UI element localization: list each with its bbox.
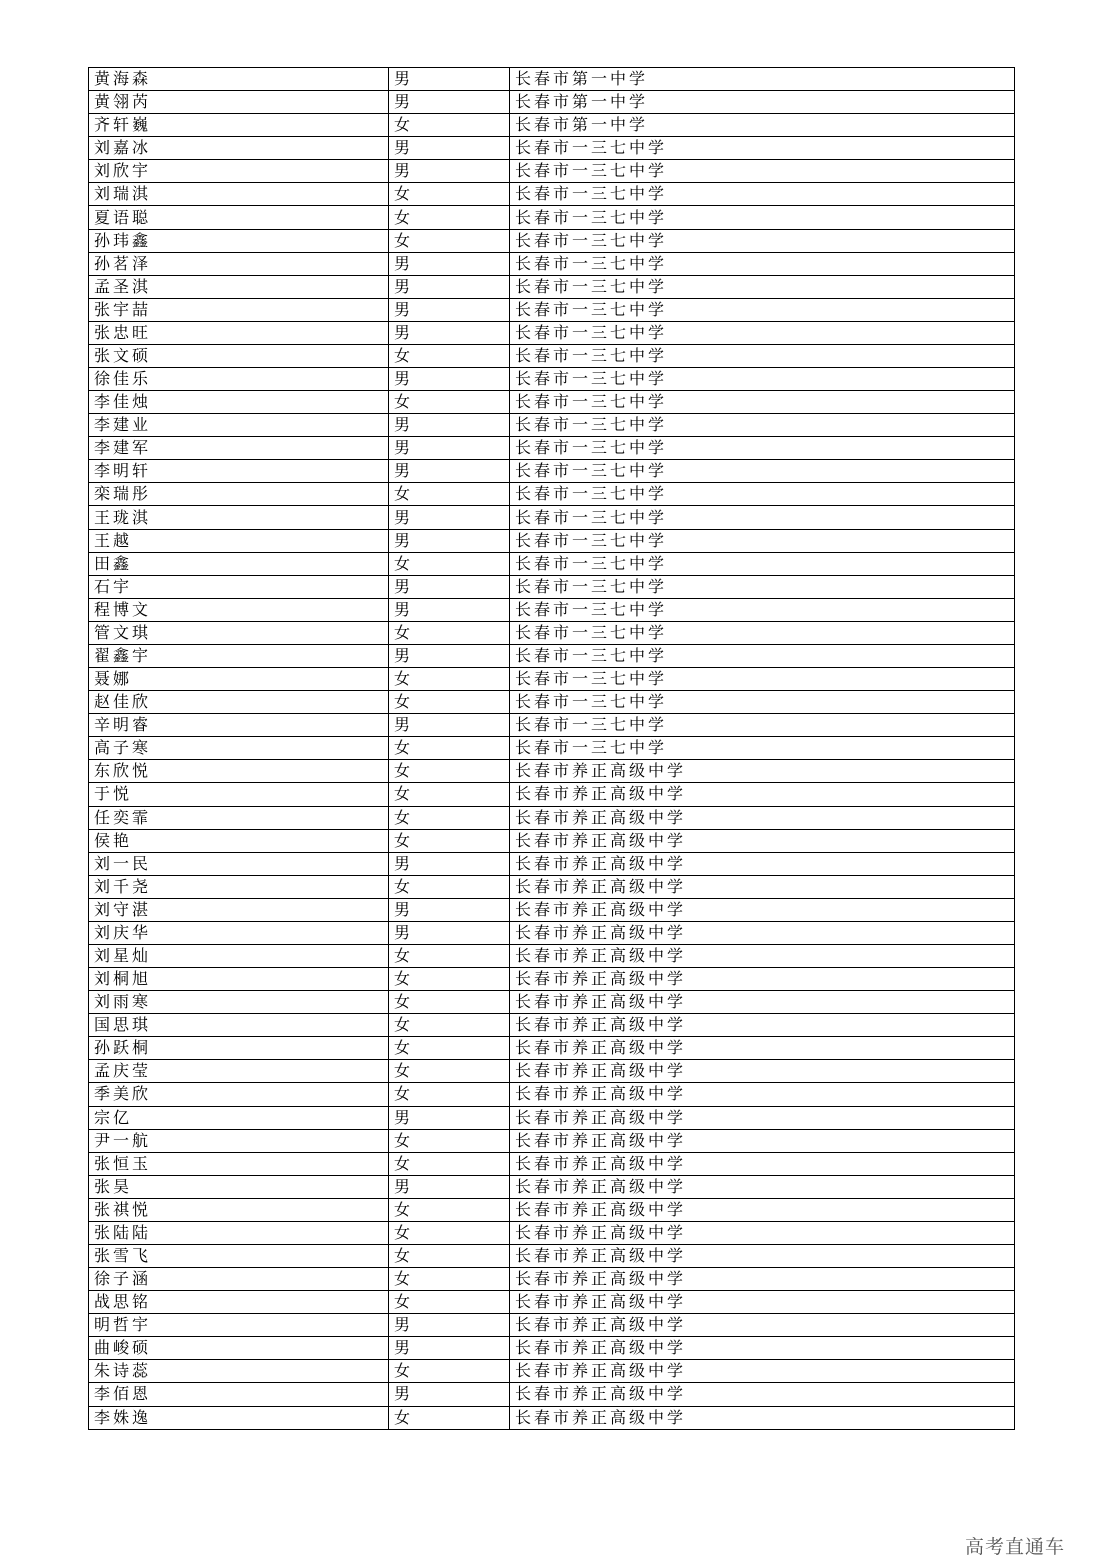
name-cell: 刘一民 <box>89 852 389 875</box>
gender-cell: 女 <box>389 206 510 229</box>
name-cell: 战思铭 <box>89 1291 389 1314</box>
school-cell: 长春市养正高级中学 <box>510 1383 1015 1406</box>
gender-cell: 女 <box>389 1060 510 1083</box>
table-row <box>89 598 1015 621</box>
gender-cell: 女 <box>389 621 510 644</box>
school-cell: 长春市养正高级中学 <box>510 1152 1015 1175</box>
name-cell: 辛明睿 <box>89 714 389 737</box>
table-row <box>89 714 1015 737</box>
school-cell: 长春市一三七中学 <box>510 529 1015 552</box>
table-row <box>89 414 1015 437</box>
table-row <box>89 460 1015 483</box>
school-cell: 长春市一三七中学 <box>510 598 1015 621</box>
table-row <box>89 160 1015 183</box>
name-cell: 王珑淇 <box>89 506 389 529</box>
name-cell: 张恒玉 <box>89 1152 389 1175</box>
table-row <box>89 621 1015 644</box>
gender-cell: 男 <box>389 1337 510 1360</box>
school-cell: 长春市一三七中学 <box>510 160 1015 183</box>
school-cell: 长春市养正高级中学 <box>510 1337 1015 1360</box>
gender-cell: 女 <box>389 1198 510 1221</box>
table-row <box>89 1083 1015 1106</box>
gender-cell: 男 <box>389 1106 510 1129</box>
table-row <box>89 552 1015 575</box>
school-cell: 长春市养正高级中学 <box>510 1060 1015 1083</box>
school-cell: 长春市一三七中学 <box>510 321 1015 344</box>
gender-cell: 女 <box>389 229 510 252</box>
table-row <box>89 898 1015 921</box>
table-row <box>89 183 1015 206</box>
name-cell: 刘庆华 <box>89 921 389 944</box>
table-row <box>89 783 1015 806</box>
school-cell: 长春市一三七中学 <box>510 644 1015 667</box>
school-cell: 长春市一三七中学 <box>510 344 1015 367</box>
table-row <box>89 806 1015 829</box>
school-cell: 长春市一三七中学 <box>510 275 1015 298</box>
gender-cell: 男 <box>389 1383 510 1406</box>
table-row <box>89 760 1015 783</box>
table-row <box>89 1129 1015 1152</box>
name-cell: 李姝逸 <box>89 1406 389 1429</box>
school-cell: 长春市一三七中学 <box>510 737 1015 760</box>
table-row <box>89 529 1015 552</box>
name-cell: 张昊 <box>89 1175 389 1198</box>
table-row <box>89 668 1015 691</box>
table-row <box>89 114 1015 137</box>
table-row <box>89 1060 1015 1083</box>
table-row <box>89 1268 1015 1291</box>
gender-cell: 男 <box>389 275 510 298</box>
school-cell: 长春市一三七中学 <box>510 206 1015 229</box>
gender-cell: 女 <box>389 483 510 506</box>
table-row <box>89 137 1015 160</box>
name-cell: 李佰恩 <box>89 1383 389 1406</box>
gender-cell: 男 <box>389 898 510 921</box>
name-cell: 李佳烛 <box>89 391 389 414</box>
name-cell: 于悦 <box>89 783 389 806</box>
gender-cell: 女 <box>389 875 510 898</box>
name-cell: 张文硕 <box>89 344 389 367</box>
school-cell: 长春市养正高级中学 <box>510 852 1015 875</box>
school-cell: 长春市养正高级中学 <box>510 1221 1015 1244</box>
school-cell: 长春市一三七中学 <box>510 506 1015 529</box>
gender-cell: 男 <box>389 921 510 944</box>
table-row <box>89 1244 1015 1267</box>
name-cell: 刘星灿 <box>89 944 389 967</box>
name-cell: 石宇 <box>89 575 389 598</box>
school-cell: 长春市一三七中学 <box>510 414 1015 437</box>
school-cell: 长春市养正高级中学 <box>510 1314 1015 1337</box>
table-row <box>89 1175 1015 1198</box>
school-cell: 长春市养正高级中学 <box>510 898 1015 921</box>
gender-cell: 女 <box>389 344 510 367</box>
gender-cell: 男 <box>389 91 510 114</box>
name-cell: 国思琪 <box>89 1014 389 1037</box>
school-cell: 长春市养正高级中学 <box>510 783 1015 806</box>
gender-cell: 女 <box>389 1406 510 1429</box>
name-cell: 赵佳欣 <box>89 691 389 714</box>
gender-cell: 女 <box>389 1291 510 1314</box>
table-row <box>89 991 1015 1014</box>
table-row <box>89 1221 1015 1244</box>
table-row <box>89 1014 1015 1037</box>
school-cell: 长春市一三七中学 <box>510 714 1015 737</box>
name-cell: 王越 <box>89 529 389 552</box>
name-cell: 孙茗泽 <box>89 252 389 275</box>
table-row <box>89 1314 1015 1337</box>
name-cell: 李明轩 <box>89 460 389 483</box>
table-row <box>89 737 1015 760</box>
table-row <box>89 1337 1015 1360</box>
gender-cell: 女 <box>389 806 510 829</box>
school-cell: 长春市一三七中学 <box>510 229 1015 252</box>
name-cell: 任奕霏 <box>89 806 389 829</box>
name-cell: 宗亿 <box>89 1106 389 1129</box>
school-cell: 长春市养正高级中学 <box>510 1244 1015 1267</box>
gender-cell: 男 <box>389 644 510 667</box>
school-cell: 长春市养正高级中学 <box>510 968 1015 991</box>
table-row <box>89 829 1015 852</box>
name-cell: 孙玮鑫 <box>89 229 389 252</box>
table-row <box>89 206 1015 229</box>
school-cell: 长春市养正高级中学 <box>510 1014 1015 1037</box>
gender-cell: 女 <box>389 760 510 783</box>
school-cell: 长春市一三七中学 <box>510 391 1015 414</box>
table-row <box>89 298 1015 321</box>
table-row <box>89 1291 1015 1314</box>
gender-cell: 女 <box>389 737 510 760</box>
school-cell: 长春市养正高级中学 <box>510 1360 1015 1383</box>
gender-cell: 男 <box>389 529 510 552</box>
school-cell: 长春市养正高级中学 <box>510 1406 1015 1429</box>
school-cell: 长春市第一中学 <box>510 91 1015 114</box>
table-row <box>89 91 1015 114</box>
name-cell: 黄海森 <box>89 68 389 91</box>
school-cell: 长春市一三七中学 <box>510 552 1015 575</box>
table-row <box>89 1037 1015 1060</box>
school-cell: 长春市养正高级中学 <box>510 829 1015 852</box>
gender-cell: 男 <box>389 321 510 344</box>
table-row <box>89 321 1015 344</box>
student-list-table <box>88 67 1015 1430</box>
school-cell: 长春市第一中学 <box>510 114 1015 137</box>
table-row <box>89 968 1015 991</box>
gender-cell: 男 <box>389 68 510 91</box>
gender-cell: 男 <box>389 460 510 483</box>
school-cell: 长春市养正高级中学 <box>510 944 1015 967</box>
gender-cell: 男 <box>389 506 510 529</box>
gender-cell: 女 <box>389 668 510 691</box>
gender-cell: 女 <box>389 691 510 714</box>
name-cell: 尹一航 <box>89 1129 389 1152</box>
gender-cell: 女 <box>389 391 510 414</box>
school-cell: 长春市一三七中学 <box>510 668 1015 691</box>
name-cell: 程博文 <box>89 598 389 621</box>
school-cell: 长春市一三七中学 <box>510 460 1015 483</box>
gender-cell: 女 <box>389 1152 510 1175</box>
table-row <box>89 875 1015 898</box>
gender-cell: 女 <box>389 1083 510 1106</box>
gender-cell: 女 <box>389 183 510 206</box>
gender-cell: 女 <box>389 829 510 852</box>
gender-cell: 男 <box>389 137 510 160</box>
school-cell: 长春市一三七中学 <box>510 252 1015 275</box>
name-cell: 刘嘉冰 <box>89 137 389 160</box>
name-cell: 齐轩巍 <box>89 114 389 137</box>
gender-cell: 女 <box>389 1014 510 1037</box>
gender-cell: 女 <box>389 1037 510 1060</box>
name-cell: 张忠旺 <box>89 321 389 344</box>
name-cell: 管文琪 <box>89 621 389 644</box>
school-cell: 长春市养正高级中学 <box>510 760 1015 783</box>
school-cell: 长春市养正高级中学 <box>510 991 1015 1014</box>
table-row <box>89 483 1015 506</box>
table-row <box>89 1360 1015 1383</box>
school-cell: 长春市一三七中学 <box>510 437 1015 460</box>
gender-cell: 女 <box>389 1360 510 1383</box>
name-cell: 侯艳 <box>89 829 389 852</box>
name-cell: 黄翎芮 <box>89 91 389 114</box>
table-row <box>89 506 1015 529</box>
table-row <box>89 1152 1015 1175</box>
gender-cell: 男 <box>389 298 510 321</box>
school-cell: 长春市一三七中学 <box>510 483 1015 506</box>
school-cell: 长春市养正高级中学 <box>510 1291 1015 1314</box>
school-cell: 长春市养正高级中学 <box>510 1037 1015 1060</box>
table-row <box>89 68 1015 91</box>
name-cell: 李建军 <box>89 437 389 460</box>
gender-cell: 男 <box>389 714 510 737</box>
school-cell: 长春市一三七中学 <box>510 298 1015 321</box>
gender-cell: 男 <box>389 575 510 598</box>
school-cell: 长春市第一中学 <box>510 68 1015 91</box>
school-cell: 长春市一三七中学 <box>510 137 1015 160</box>
name-cell: 刘雨寒 <box>89 991 389 1014</box>
name-cell: 张雪飞 <box>89 1244 389 1267</box>
school-cell: 长春市养正高级中学 <box>510 1175 1015 1198</box>
school-cell: 长春市养正高级中学 <box>510 1198 1015 1221</box>
name-cell: 明哲宇 <box>89 1314 389 1337</box>
name-cell: 张祺悦 <box>89 1198 389 1221</box>
school-cell: 长春市养正高级中学 <box>510 1083 1015 1106</box>
watermark-text: 高考直通车 <box>965 1536 1066 1558</box>
name-cell: 曲峻硕 <box>89 1337 389 1360</box>
gender-cell: 女 <box>389 968 510 991</box>
name-cell: 高子寒 <box>89 737 389 760</box>
name-cell: 徐佳乐 <box>89 368 389 391</box>
table-row <box>89 944 1015 967</box>
name-cell: 张陆陆 <box>89 1221 389 1244</box>
school-cell: 长春市养正高级中学 <box>510 1268 1015 1291</box>
table-row <box>89 391 1015 414</box>
name-cell: 徐子涵 <box>89 1268 389 1291</box>
gender-cell: 男 <box>389 1175 510 1198</box>
gender-cell: 男 <box>389 598 510 621</box>
gender-cell: 女 <box>389 1244 510 1267</box>
name-cell: 刘瑞淇 <box>89 183 389 206</box>
gender-cell: 女 <box>389 552 510 575</box>
school-cell: 长春市一三七中学 <box>510 691 1015 714</box>
name-cell: 聂娜 <box>89 668 389 691</box>
gender-cell: 男 <box>389 368 510 391</box>
table-row <box>89 1198 1015 1221</box>
name-cell: 孟庆莹 <box>89 1060 389 1083</box>
school-cell: 长春市养正高级中学 <box>510 921 1015 944</box>
table-row <box>89 344 1015 367</box>
table-row <box>89 691 1015 714</box>
gender-cell: 男 <box>389 160 510 183</box>
name-cell: 刘千尧 <box>89 875 389 898</box>
gender-cell: 女 <box>389 1221 510 1244</box>
table-row <box>89 1106 1015 1129</box>
gender-cell: 男 <box>389 414 510 437</box>
table-row <box>89 644 1015 667</box>
table-row <box>89 252 1015 275</box>
name-cell: 季美欣 <box>89 1083 389 1106</box>
gender-cell: 女 <box>389 783 510 806</box>
name-cell: 刘守湛 <box>89 898 389 921</box>
name-cell: 东欣悦 <box>89 760 389 783</box>
table-row <box>89 437 1015 460</box>
table-row <box>89 921 1015 944</box>
table-row <box>89 1406 1015 1429</box>
school-cell: 长春市养正高级中学 <box>510 806 1015 829</box>
school-cell: 长春市一三七中学 <box>510 621 1015 644</box>
school-cell: 长春市养正高级中学 <box>510 1129 1015 1152</box>
school-cell: 长春市养正高级中学 <box>510 1106 1015 1129</box>
table-row <box>89 229 1015 252</box>
name-cell: 孙跃桐 <box>89 1037 389 1060</box>
table-row <box>89 852 1015 875</box>
table-row <box>89 275 1015 298</box>
name-cell: 夏语聪 <box>89 206 389 229</box>
name-cell: 张宇喆 <box>89 298 389 321</box>
name-cell: 刘欣宇 <box>89 160 389 183</box>
gender-cell: 女 <box>389 114 510 137</box>
name-cell: 刘桐旭 <box>89 968 389 991</box>
name-cell: 孟圣淇 <box>89 275 389 298</box>
gender-cell: 男 <box>389 1314 510 1337</box>
gender-cell: 女 <box>389 1268 510 1291</box>
gender-cell: 女 <box>389 1129 510 1152</box>
table-row <box>89 575 1015 598</box>
name-cell: 李建业 <box>89 414 389 437</box>
name-cell: 田鑫 <box>89 552 389 575</box>
name-cell: 栾瑞彤 <box>89 483 389 506</box>
gender-cell: 男 <box>389 852 510 875</box>
table-row <box>89 1383 1015 1406</box>
gender-cell: 男 <box>389 437 510 460</box>
student-list-body <box>89 68 1015 1430</box>
name-cell: 朱诗蕊 <box>89 1360 389 1383</box>
table-row <box>89 368 1015 391</box>
school-cell: 长春市养正高级中学 <box>510 875 1015 898</box>
name-cell: 翟鑫宇 <box>89 644 389 667</box>
gender-cell: 女 <box>389 991 510 1014</box>
gender-cell: 女 <box>389 944 510 967</box>
school-cell: 长春市一三七中学 <box>510 575 1015 598</box>
school-cell: 长春市一三七中学 <box>510 183 1015 206</box>
gender-cell: 男 <box>389 252 510 275</box>
school-cell: 长春市一三七中学 <box>510 368 1015 391</box>
